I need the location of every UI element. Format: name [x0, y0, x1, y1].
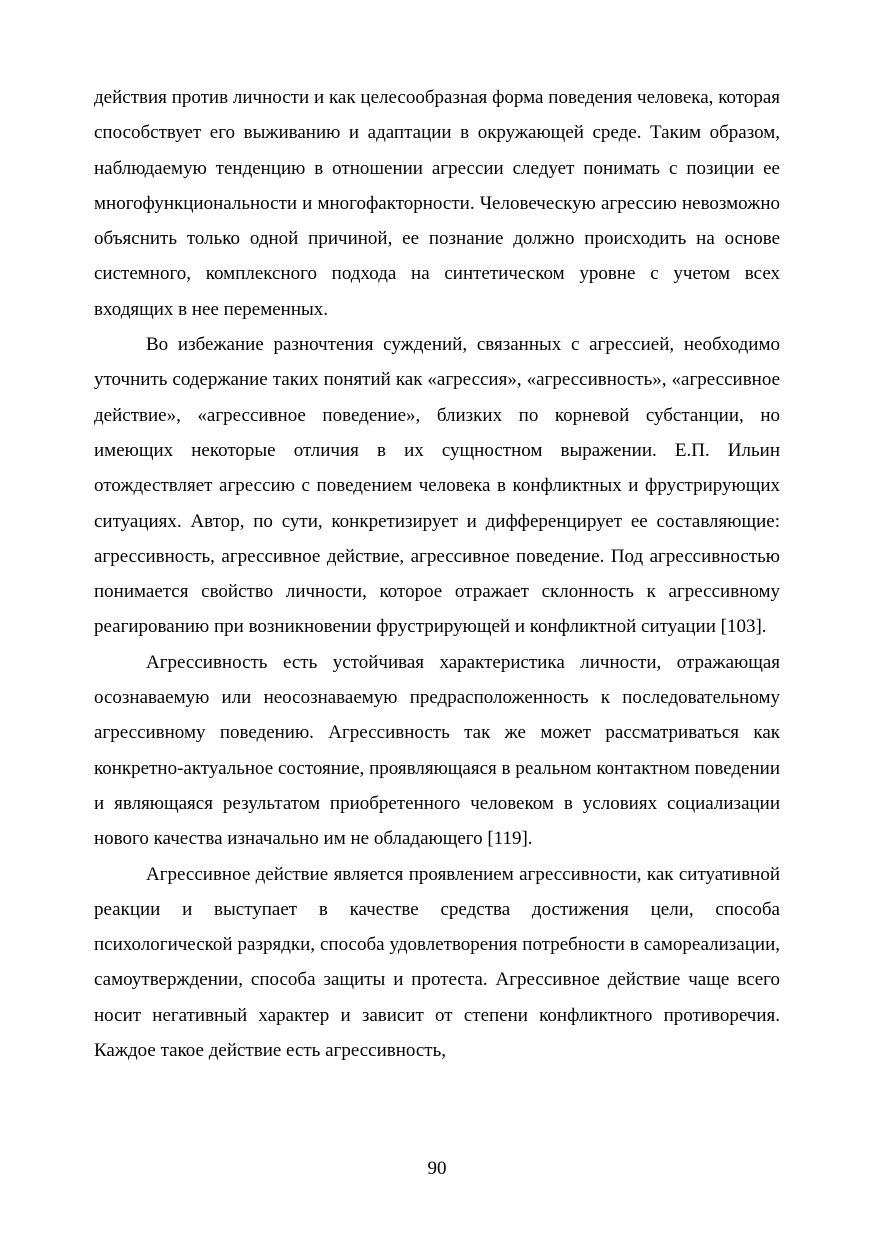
paragraph-terms-definition: Во избежание разночтения суждений, связанных с агрессией, необходимо уточнить содержание таких понятий как «агрессия», «агрессивность», «агрессивное действие», «агрессивное поведение», близких по корневой субстанции, но имеющих некоторые отличия в их сущностном выражении. Е.П. Ильин отождествляет агрессию с поведением человека в конфликтных и фрустрирующих ситуациях. Автор, по сути, конкретизирует и дифференцирует ее составляющие: агрессивность, агрессивное действие, агрессивное поведение. Под агрессивностью понимается свойство личности, которое отражает склонность к агрессивному реагированию при возникновении фрустрирующей и конфликтной ситуации [103].	[94, 334, 780, 638]
paragraph-aggressiveness: Агрессивность есть устойчивая характеристика личности, отражающая осознаваемую или неосознаваемую предрасположенность к последовательному агрессивному поведению. Агрессивность так же может рассматриваться как конкретно-актуальное состояние, проявляющаяся в реальном контактном поведении и являющаяся результатом приобретенного человеком в условиях социализации нового качества изначально им не обладающего [119].	[94, 651, 780, 850]
paragraph-continuation: действия против личности и как целесообразная форма поведения человека, которая способствует его выживанию и адаптации в окружающей среде. Таким образом, наблюдаемую тенденцию в отношении агрессии следует понимать с позиции ее многофункциональности и многофакторности. Человеческую агрессию невозможно объяснить только одной причиной, ее познание должно происходить на основе системного, комплексного подхода на синтетическом уровне с учетом всех входящих в нее переменных.	[94, 87, 780, 320]
page-body	[94, 80, 780, 1068]
paragraph-aggressive-action: Агрессивное действие является проявлением агрессивности, как ситуативной реакции и выступает в качестве средства достижения цели, способа психологической разрядки, способа удовлетворения потребности в самореализации, самоутверждении, способа защиты и протеста. Агрессивное действие чаще всего носит негативный характер и зависит от степени конфликтного противоречия. Каждое такое действие есть агрессивность,	[94, 863, 780, 1062]
page-number: 90	[427, 1158, 447, 1179]
